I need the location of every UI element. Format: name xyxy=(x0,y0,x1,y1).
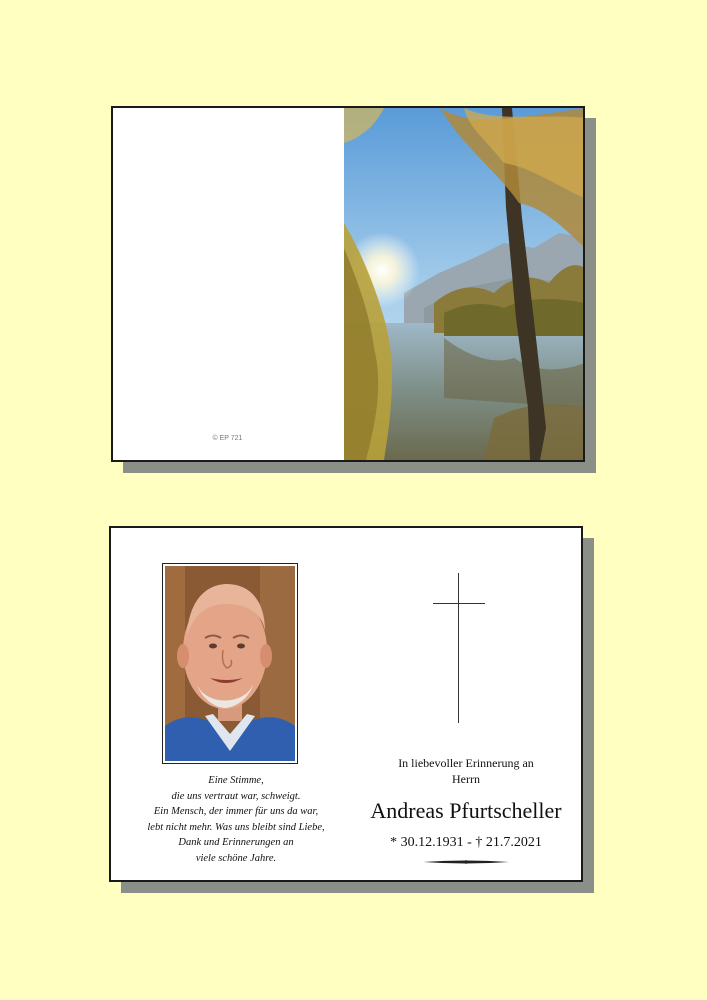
landscape-image xyxy=(344,108,585,460)
poem-line: lebt nicht mehr. Was uns bleibt sind Liebe, xyxy=(147,821,325,833)
poem-line: viele schöne Jahre. xyxy=(195,852,277,864)
poem-line: Dank und Erinnerungen an xyxy=(178,837,294,848)
cross-icon xyxy=(431,573,487,723)
front-card xyxy=(111,106,585,462)
inner-card xyxy=(109,526,583,882)
poem-line: die uns vertraut war, schweigt. xyxy=(171,790,301,802)
portrait-image xyxy=(165,566,295,761)
memorial-intro xyxy=(359,755,573,787)
intro-line: In liebevoller Erinnerung an xyxy=(398,756,534,770)
ornament-divider-icon xyxy=(421,858,511,866)
intro-title: Herrn xyxy=(452,772,480,786)
poem-line: Eine Stimme, xyxy=(208,775,264,786)
copyright-text: © EP 721 xyxy=(212,435,243,442)
deceased-name: Andreas Pfurtscheller xyxy=(370,798,562,823)
poem-line: Ein Mensch, der immer für uns da war, xyxy=(153,806,319,817)
portrait-frame xyxy=(162,563,298,764)
life-dates: * 30.12.1931 - † 21.7.2021 xyxy=(390,835,542,850)
poem xyxy=(121,773,351,866)
